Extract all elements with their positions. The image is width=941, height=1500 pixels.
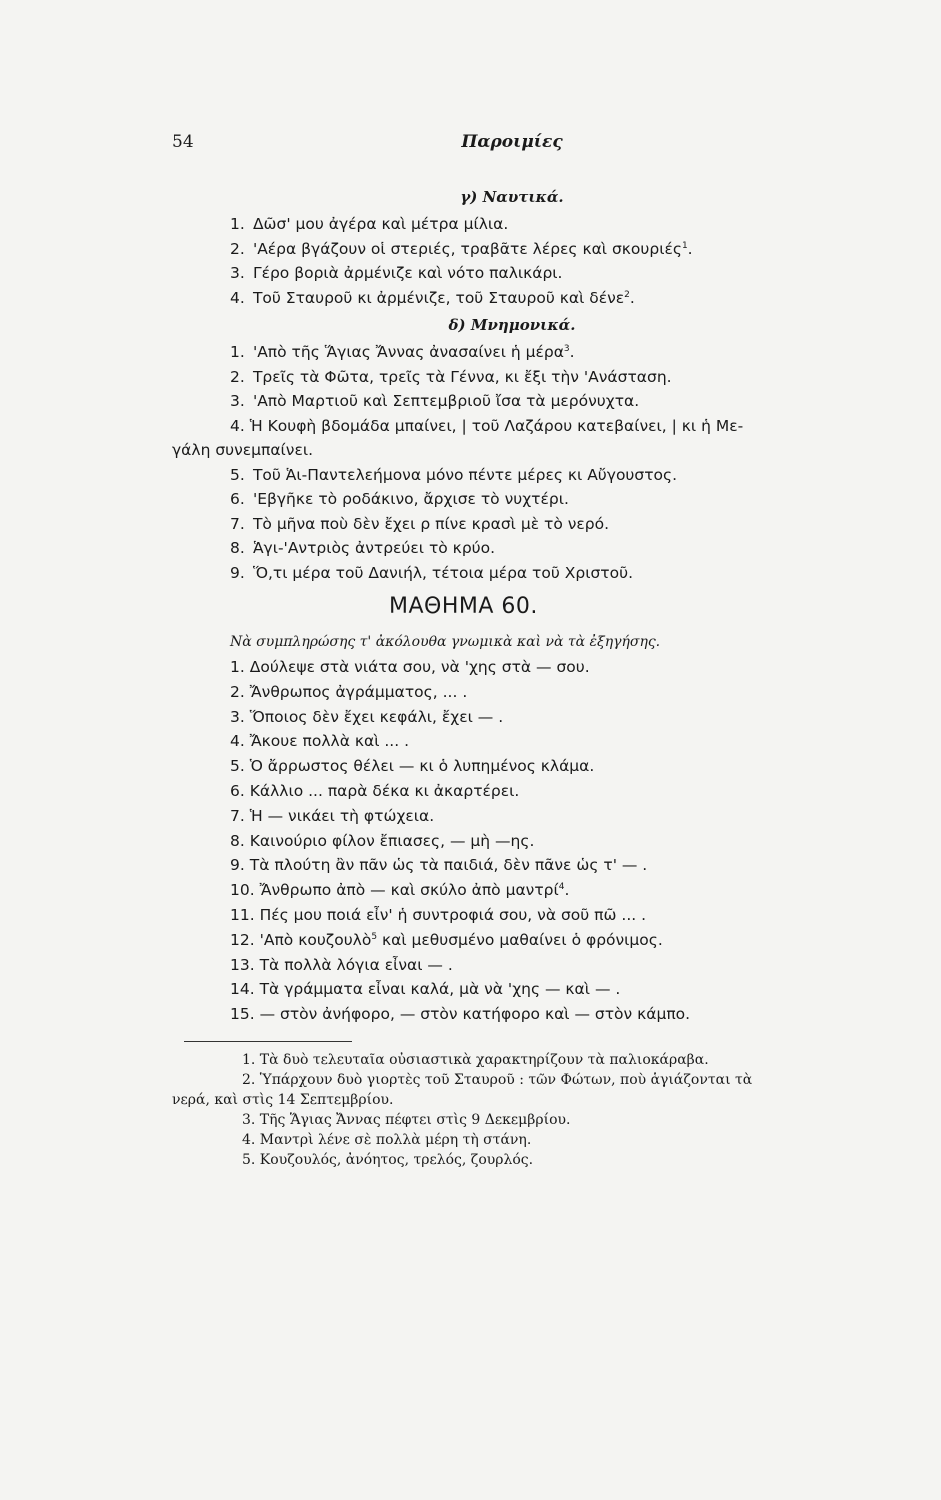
item-text: Ἡ — νικάει τὴ φτώχεια. (249, 806, 435, 825)
item-number: 15. (230, 1005, 255, 1024)
page-header (172, 132, 852, 154)
item-number: 8. (230, 539, 245, 557)
item-text: Γέρο βοριὰ ἀρμένιζε καὶ νότο παλικάρι. (252, 264, 563, 282)
item-number: 13. (230, 955, 255, 974)
lesson-title: ΜΑΘΗΜΑ 60. (389, 594, 538, 619)
list-item (172, 779, 852, 804)
item-text: Τοῦ Ἁι-Παντελεήμονα μόνο πέντε μέρες κι Αὔγουστος. (252, 465, 678, 484)
item-number: 7. (230, 806, 245, 825)
item-text: 'Απὸ τῆς Ἅγιας Ἄννας ἀνασαίνει ἡ μέρα (252, 343, 564, 361)
item-number: 2. (230, 682, 245, 701)
item-text: Ἄνθρωπος ἀγράμματος, ... . (249, 682, 468, 701)
list-item (172, 680, 852, 705)
item-text: 'Αέρα βγάζουν οἱ στεριές, τραβᾶτε λέρες καὶ σκουριές (252, 239, 682, 258)
list-item (172, 829, 852, 854)
list-item (172, 561, 852, 586)
page-content (172, 182, 852, 1170)
list-item (172, 655, 852, 680)
item-number: 1. (230, 343, 245, 361)
item-number: 3. (230, 707, 245, 726)
page-number: 54 (172, 132, 194, 152)
item-text: Δούλεψε στὰ νιάτα σου, νὰ 'χης στὰ — σου. (249, 658, 590, 676)
item-number: 10. (230, 881, 255, 900)
list-item (172, 463, 852, 488)
item-number: 3. (230, 392, 245, 410)
list-item-line: 4. Ἡ Κουφὴ βδομάδα μπαίνει, | τοῦ Λαζάρου κατεβαίνει, | κι ἡ Με- (230, 416, 744, 435)
list-item (172, 487, 852, 512)
list-item (172, 977, 852, 1002)
section-title-nautical: γ) Ναυτικά. (460, 188, 564, 206)
footnote-4: 4. Μαντρὶ λένε σὲ πολλὰ μέρη τὴ στάνη. (242, 1131, 532, 1148)
item-number: 4. (230, 288, 245, 307)
list-item (172, 512, 852, 537)
item-text: Τὸ μῆνα ποὺ δὲν ἔχει ρ πίνε κρασὶ μὲ τὸ νερό. (252, 514, 610, 533)
list-item (172, 705, 852, 730)
list-item (172, 365, 852, 390)
item-text: Τρεῖς τὰ Φῶτα, τρεῖς τὰ Γέννα, κι ἔξι τὴν 'Ανάσταση. (252, 367, 672, 386)
item-text: Δῶσ' μου ἀγέρα καὶ μέτρα μίλια. (252, 215, 509, 233)
running-title: Παροιμίες (461, 132, 563, 152)
lesson-instruction: Νὰ συμπληρώσης τ' ἀκόλουθα γνωμικὰ καὶ νὰ τὰ ἐξηγήσης. (230, 634, 661, 650)
item-text: 'Απὸ κουζουλὸ (259, 930, 372, 949)
item-text: Τοῦ Σταυροῦ κι ἀρμένιζε, τοῦ Σταυροῦ καὶ δένε (252, 288, 625, 307)
item-text: 'Απὸ Μαρτιοῦ καὶ Σεπτεμβριοῦ ἴσα τὰ μερόνυχτα. (252, 392, 640, 410)
footnote-1: 1. Τὰ δυὸ τελευταῖα οὐσιαστικὰ χαρακτηρίζουν τὰ παλιοκάραβα. (242, 1051, 709, 1068)
section-title-mnemonic: δ) Μνημονικά. (448, 316, 576, 334)
item-text: Ὅποιος δὲν ἔχει κεφάλι, ἔχει — . (249, 707, 504, 726)
item-text: — στὸν ἀνήφορο, — στὸν κατήφορο καὶ — στὸν κάμπο. (259, 1005, 691, 1024)
footnote-ref: 5 (371, 931, 378, 942)
item-text: Καινούριο φίλον ἔπιασες, — μὴ —ης. (249, 831, 535, 850)
item-text: Ἁγι-'Αντριὸς ἀντρεύει τὸ κρύο. (252, 539, 496, 557)
list-item: 10. Ἄνθρωπο ἀπὸ — καὶ σκύλο ἀπὸ μαντρί$^4$. (230, 881, 570, 900)
list-item (172, 536, 852, 561)
item-number: 9. (230, 856, 245, 875)
item-text: Τὰ πολλὰ λόγια εἶναι — . (259, 955, 453, 974)
item-text: Τὰ πλούτη ἂν πᾶν ὡς τὰ παιδιά, δὲν πᾶνε ὡς τ' — . (249, 856, 648, 875)
item-text: Ἄνθρωπο ἀπὸ — καὶ σκύλο ἀπὸ μαντρί (259, 881, 559, 900)
footnote-ref: 2 (624, 289, 630, 300)
footnote-2-continuation: νερά, καὶ στὶς 14 Σεπτεμβρίου. (172, 1091, 394, 1108)
list-item (172, 903, 852, 928)
list-item: 4. Τοῦ Σταυροῦ κι ἀρμένιζε, τοῦ Σταυροῦ καὶ δένε$^2$. (172, 286, 852, 311)
list-item (172, 729, 852, 754)
nautical-list (172, 212, 852, 310)
item-text: Πές μου ποιά εἶν' ἡ συντροφιά σου, νὰ σοῦ πῶ ... . (259, 905, 647, 924)
footnote-ref: 1 (681, 240, 688, 251)
list-item (172, 261, 852, 286)
list-item (172, 953, 852, 978)
footnotes (172, 1050, 852, 1170)
footnote-2: 2. Ὑπάρχουν δυὸ γιορτὲς τοῦ Σταυροῦ : τῶν Φώτων, ποὺ ἁγιάζονται τὰ (242, 1071, 753, 1088)
list-item (172, 804, 852, 829)
list-item (172, 754, 852, 779)
item-text: Ὅ,τι μέρα τοῦ Δανιήλ, τέτοια μέρα τοῦ Χριστοῦ. (252, 563, 633, 582)
list-item (172, 853, 852, 878)
item-number: 1. (230, 215, 245, 233)
item-number: 5. (230, 465, 245, 484)
item-number: 4. (230, 732, 245, 751)
item-text: 'Εβγῆκε τὸ ροδάκινο, ἄρχισε τὸ νυχτέρι. (252, 490, 569, 508)
list-item: 1. 'Απὸ τῆς Ἅγιας Ἄννας ἀνασαίνει ἡ μέρα$^3$. (172, 340, 852, 365)
item-number: 11. (230, 905, 255, 924)
item-number: 5. (230, 757, 245, 776)
item-number: 8. (230, 831, 245, 850)
item-number: 1. (230, 658, 245, 676)
item-number: 9. (230, 563, 245, 582)
list-item (172, 1002, 852, 1027)
footnote-3: 3. Τῆς Ἅγιας Ἄννας πέφτει στὶς 9 Δεκεμβρίου. (242, 1111, 571, 1128)
item-number: 6. (230, 490, 245, 508)
item-number: 6. (230, 781, 245, 800)
item-number: 14. (230, 980, 255, 999)
item-text: Τὰ γράμματα εἶναι καλά, μὰ νὰ 'χης — καὶ — . (259, 980, 621, 999)
list-item (172, 928, 852, 953)
list-item (172, 389, 852, 414)
lesson-list (172, 655, 852, 1027)
list-item: 2. 'Αέρα βγάζουν οἱ στεριές, τραβᾶτε λέρες καὶ σκουριές$^1$. (172, 237, 852, 262)
item-number: 3. (230, 264, 245, 282)
mnemonic-list (172, 340, 852, 585)
item-number: 7. (230, 514, 245, 533)
footnote-divider (184, 1041, 352, 1042)
footnote-5: 5. Κουζουλός, ἀνόητος, τρελός, ζουρλός. (242, 1151, 534, 1168)
item-number: 2. (230, 239, 245, 258)
list-item (172, 212, 852, 237)
item-text: Ἄκουε πολλὰ καὶ ... . (249, 732, 410, 751)
list-item-continuation: γάλη συνεμπαίνει. (172, 441, 314, 459)
item-text-after: καὶ μεθυσμένο μαθαίνει ὁ φρόνιμος. (377, 930, 663, 949)
item-text: Κάλλιο ... παρὰ δέκα κι ἀκαρτέρει. (249, 781, 520, 800)
item-number: 12. (230, 930, 255, 949)
footnote-ref: 4 (558, 882, 565, 893)
item-text: Ὁ ἄρρωστος θέλει — κι ὁ λυπημένος κλάμα. (249, 757, 595, 776)
footnote-ref: 3 (563, 343, 570, 354)
item-number: 2. (230, 367, 245, 386)
